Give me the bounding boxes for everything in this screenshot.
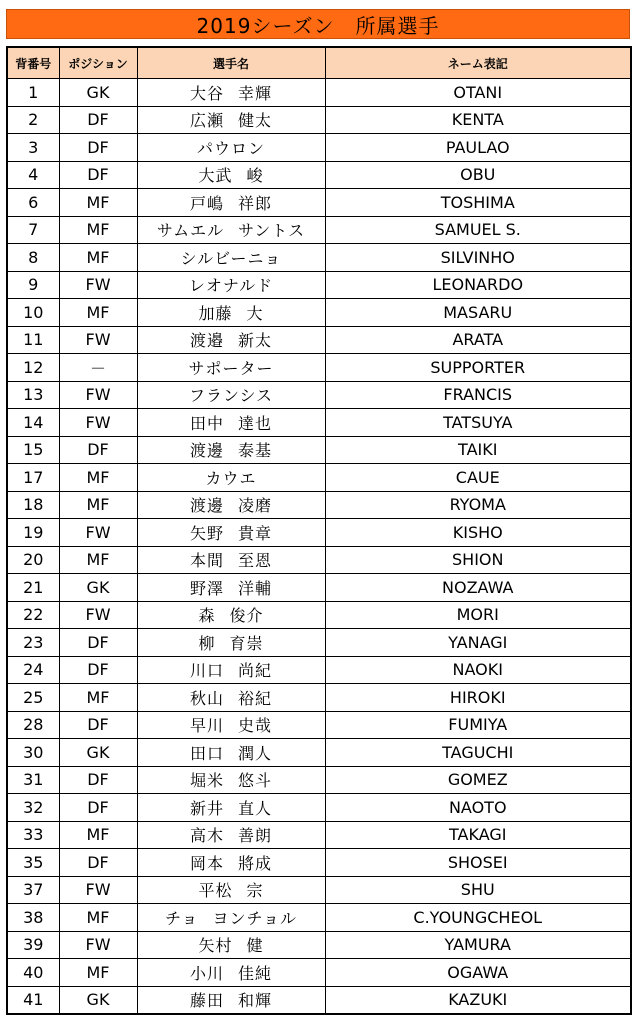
player-position: MF — [59, 684, 137, 712]
player-name — [137, 464, 325, 492]
table-row — [7, 601, 631, 629]
player-family-name: 藤田 — [189, 991, 224, 1011]
table-row — [7, 216, 631, 244]
player-family-name: 平松 — [198, 881, 233, 901]
player-number: 24 — [7, 656, 59, 684]
player-number: 13 — [7, 381, 59, 409]
table-row — [7, 79, 631, 107]
player-position: MF — [59, 959, 137, 987]
player-family-name: チョ — [164, 908, 199, 928]
player-position: DF — [59, 849, 137, 877]
player-name — [137, 326, 325, 354]
player-display-name: TAKAGI — [325, 821, 631, 849]
header-row — [7, 47, 631, 79]
player-number: 32 — [7, 794, 59, 822]
table-row — [7, 106, 631, 134]
player-family-name: 田口 — [189, 743, 224, 763]
table-row — [7, 849, 631, 877]
player-position: DF — [59, 794, 137, 822]
player-number: 35 — [7, 849, 59, 877]
header-number: 背番号 — [7, 47, 59, 79]
player-display-name: C.YOUNGCHEOL — [325, 904, 631, 932]
player-name — [137, 904, 325, 932]
player-number: 23 — [7, 629, 59, 657]
player-number: 33 — [7, 821, 59, 849]
player-number: 3 — [7, 134, 59, 162]
player-family-name: サムエル — [156, 221, 225, 241]
player-number: 20 — [7, 546, 59, 574]
player-number: 11 — [7, 326, 59, 354]
player-number: 40 — [7, 959, 59, 987]
player-number: 4 — [7, 161, 59, 189]
player-number: 6 — [7, 189, 59, 217]
player-position: MF — [59, 904, 137, 932]
title-text: 2019シーズン 所属選手 — [196, 13, 440, 38]
player-position: DF — [59, 656, 137, 684]
player-display-name: RYOMA — [325, 491, 631, 519]
table-row — [7, 161, 631, 189]
player-family-name: 田中 — [189, 413, 224, 433]
player-given-name: 達也 — [238, 413, 273, 433]
player-position: DF — [59, 766, 137, 794]
player-family-name: シルビーニョ — [180, 248, 282, 268]
player-number: 9 — [7, 271, 59, 299]
player-position: MF — [59, 491, 137, 519]
player-family-name: 渡邊 — [189, 441, 224, 461]
player-given-name: 將成 — [238, 853, 273, 873]
table-row — [7, 574, 631, 602]
player-name — [137, 216, 325, 244]
player-name — [137, 821, 325, 849]
player-number: 19 — [7, 519, 59, 547]
player-name — [137, 876, 325, 904]
player-number: 14 — [7, 409, 59, 437]
table-row — [7, 959, 631, 987]
player-display-name: TAGUCHI — [325, 739, 631, 767]
player-display-name: OTANI — [325, 79, 631, 107]
player-number: 41 — [7, 986, 59, 1014]
player-number: 28 — [7, 711, 59, 739]
player-name — [137, 629, 325, 657]
player-given-name: ヨンチョル — [212, 908, 298, 928]
roster-body — [7, 79, 631, 1015]
player-family-name: 本間 — [189, 551, 224, 571]
table-row — [7, 876, 631, 904]
table-row — [7, 629, 631, 657]
player-given-name: 和輝 — [238, 991, 273, 1011]
player-position: FW — [59, 519, 137, 547]
player-position: GK — [59, 739, 137, 767]
player-given-name: 凌磨 — [238, 496, 273, 516]
player-name — [137, 959, 325, 987]
player-name — [137, 244, 325, 272]
table-row — [7, 409, 631, 437]
player-number: 22 — [7, 601, 59, 629]
table-row — [7, 271, 631, 299]
table-row — [7, 821, 631, 849]
player-given-name: 直人 — [238, 798, 273, 818]
player-name — [137, 986, 325, 1014]
table-row — [7, 354, 631, 382]
player-display-name: SHOSEI — [325, 849, 631, 877]
player-number: 37 — [7, 876, 59, 904]
player-name — [137, 546, 325, 574]
player-position: DF — [59, 436, 137, 464]
player-family-name: フランシス — [188, 386, 274, 406]
table-row — [7, 436, 631, 464]
table-row — [7, 326, 631, 354]
player-family-name: パウロン — [196, 138, 265, 158]
player-position: DF — [59, 629, 137, 657]
table-row — [7, 464, 631, 492]
player-name — [137, 766, 325, 794]
player-display-name: OBU — [325, 161, 631, 189]
player-number: 25 — [7, 684, 59, 712]
player-name — [137, 519, 325, 547]
player-number: 2 — [7, 106, 59, 134]
player-name — [137, 189, 325, 217]
player-family-name: 野澤 — [189, 578, 224, 598]
player-display-name: SHU — [325, 876, 631, 904]
player-display-name: YANAGI — [325, 629, 631, 657]
player-family-name: レオナルド — [188, 276, 274, 296]
player-position: FW — [59, 381, 137, 409]
player-name — [137, 601, 325, 629]
player-name — [137, 656, 325, 684]
table-row — [7, 134, 631, 162]
player-given-name: 新太 — [238, 331, 273, 351]
table-row — [7, 931, 631, 959]
player-name — [137, 931, 325, 959]
player-display-name: SILVINHO — [325, 244, 631, 272]
player-display-name: MORI — [325, 601, 631, 629]
player-display-name: SUPPORTER — [325, 354, 631, 382]
roster-table — [6, 46, 632, 1015]
player-display-name: NAOKI — [325, 656, 631, 684]
player-family-name: 加藤 — [198, 303, 233, 323]
player-number: 17 — [7, 464, 59, 492]
table-row — [7, 684, 631, 712]
player-display-name: MASARU — [325, 299, 631, 327]
table-row — [7, 244, 631, 272]
table-row — [7, 381, 631, 409]
table-row — [7, 519, 631, 547]
player-position: MF — [59, 546, 137, 574]
player-given-name: 善朗 — [238, 826, 273, 846]
player-display-name: NOZAWA — [325, 574, 631, 602]
player-given-name: 大 — [246, 303, 264, 323]
player-given-name: 潤人 — [238, 743, 273, 763]
table-row — [7, 656, 631, 684]
player-display-name: ARATA — [325, 326, 631, 354]
player-given-name: 洋輔 — [238, 578, 273, 598]
player-family-name: 高木 — [189, 826, 224, 846]
player-position: GK — [59, 79, 137, 107]
table-row — [7, 766, 631, 794]
player-name — [137, 134, 325, 162]
player-family-name: 岡本 — [189, 853, 224, 873]
player-family-name: 戸嶋 — [189, 193, 224, 213]
player-position: DF — [59, 161, 137, 189]
player-family-name: 堀米 — [189, 771, 224, 791]
table-row — [7, 711, 631, 739]
player-display-name: TATSUYA — [325, 409, 631, 437]
player-position: GK — [59, 574, 137, 602]
player-family-name: カウエ — [205, 468, 257, 488]
player-family-name: サポーター — [188, 358, 274, 378]
player-position: FW — [59, 271, 137, 299]
player-name — [137, 711, 325, 739]
player-given-name: 祥郎 — [238, 193, 273, 213]
player-family-name: 大谷 — [189, 83, 224, 103]
table-row — [7, 546, 631, 574]
player-given-name: 健 — [246, 936, 264, 956]
player-name — [137, 409, 325, 437]
player-number: 30 — [7, 739, 59, 767]
table-row — [7, 739, 631, 767]
player-number: 31 — [7, 766, 59, 794]
player-given-name: 峻 — [246, 166, 264, 186]
player-given-name: 泰基 — [238, 441, 273, 461]
player-position: － — [59, 354, 137, 382]
player-family-name: 柳 — [198, 633, 216, 653]
player-position: MF — [59, 821, 137, 849]
player-given-name: 史哉 — [238, 716, 273, 736]
player-position: DF — [59, 134, 137, 162]
player-name — [137, 79, 325, 107]
table-row — [7, 986, 631, 1014]
player-number: 39 — [7, 931, 59, 959]
player-name — [137, 574, 325, 602]
player-given-name: 貴章 — [238, 523, 273, 543]
header-position: ポジション — [59, 47, 137, 79]
player-given-name: 裕紀 — [238, 688, 273, 708]
player-display-name: CAUE — [325, 464, 631, 492]
player-position: MF — [59, 464, 137, 492]
player-name — [137, 354, 325, 382]
player-name — [137, 849, 325, 877]
player-display-name: KENTA — [325, 106, 631, 134]
player-family-name: 森 — [198, 606, 216, 626]
player-position: MF — [59, 299, 137, 327]
player-given-name: サントス — [238, 221, 306, 241]
player-position: MF — [59, 244, 137, 272]
player-position: FW — [59, 326, 137, 354]
player-given-name: 幸輝 — [238, 83, 273, 103]
player-display-name: NAOTO — [325, 794, 631, 822]
player-family-name: 大武 — [198, 166, 233, 186]
player-number: 1 — [7, 79, 59, 107]
player-display-name: KISHO — [325, 519, 631, 547]
player-name — [137, 161, 325, 189]
table-row — [7, 491, 631, 519]
player-display-name: GOMEZ — [325, 766, 631, 794]
player-display-name: SAMUEL S. — [325, 216, 631, 244]
player-given-name: 育崇 — [229, 633, 264, 653]
player-given-name: 宗 — [246, 881, 264, 901]
table-row — [7, 299, 631, 327]
player-family-name: 小川 — [189, 963, 224, 983]
player-family-name: 新井 — [189, 798, 224, 818]
player-position: FW — [59, 409, 137, 437]
player-name — [137, 381, 325, 409]
player-given-name: 悠斗 — [238, 771, 273, 791]
player-family-name: 矢野 — [189, 523, 224, 543]
player-name — [137, 684, 325, 712]
player-display-name: KAZUKI — [325, 986, 631, 1014]
player-name — [137, 271, 325, 299]
player-display-name: FRANCIS — [325, 381, 631, 409]
player-display-name: PAULAO — [325, 134, 631, 162]
player-number: 10 — [7, 299, 59, 327]
player-number: 8 — [7, 244, 59, 272]
player-number: 21 — [7, 574, 59, 602]
header-display-name: ネーム表記 — [325, 47, 631, 79]
player-position: FW — [59, 876, 137, 904]
table-row — [7, 904, 631, 932]
player-number: 15 — [7, 436, 59, 464]
player-display-name: LEONARDO — [325, 271, 631, 299]
player-family-name: 広瀬 — [189, 111, 224, 131]
player-family-name: 川口 — [189, 661, 224, 681]
player-name — [137, 491, 325, 519]
player-given-name: 佳純 — [238, 963, 273, 983]
player-display-name: OGAWA — [325, 959, 631, 987]
table-row — [7, 189, 631, 217]
player-number: 18 — [7, 491, 59, 519]
player-display-name: TOSHIMA — [325, 189, 631, 217]
player-name — [137, 106, 325, 134]
player-family-name: 渡邉 — [189, 331, 224, 351]
player-number: 38 — [7, 904, 59, 932]
player-family-name: 矢村 — [198, 936, 233, 956]
player-given-name: 尚紀 — [238, 661, 273, 681]
player-display-name: YAMURA — [325, 931, 631, 959]
header-name: 選手名 — [137, 47, 325, 79]
player-display-name: SHION — [325, 546, 631, 574]
player-position: DF — [59, 106, 137, 134]
page-title — [6, 9, 630, 39]
player-position: GK — [59, 986, 137, 1014]
player-name — [137, 436, 325, 464]
table-row — [7, 794, 631, 822]
player-position: MF — [59, 216, 137, 244]
player-name — [137, 299, 325, 327]
player-name — [137, 739, 325, 767]
player-display-name: FUMIYA — [325, 711, 631, 739]
player-position: DF — [59, 711, 137, 739]
player-name — [137, 794, 325, 822]
player-number: 7 — [7, 216, 59, 244]
player-position: MF — [59, 189, 137, 217]
player-number: 12 — [7, 354, 59, 382]
player-position: FW — [59, 601, 137, 629]
player-family-name: 渡邊 — [189, 496, 224, 516]
player-family-name: 早川 — [189, 716, 224, 736]
player-position: FW — [59, 931, 137, 959]
player-display-name: TAIKI — [325, 436, 631, 464]
player-given-name: 俊介 — [229, 606, 264, 626]
player-given-name: 至恩 — [238, 551, 273, 571]
player-display-name: HIROKI — [325, 684, 631, 712]
player-family-name: 秋山 — [189, 688, 224, 708]
player-given-name: 健太 — [238, 111, 273, 131]
